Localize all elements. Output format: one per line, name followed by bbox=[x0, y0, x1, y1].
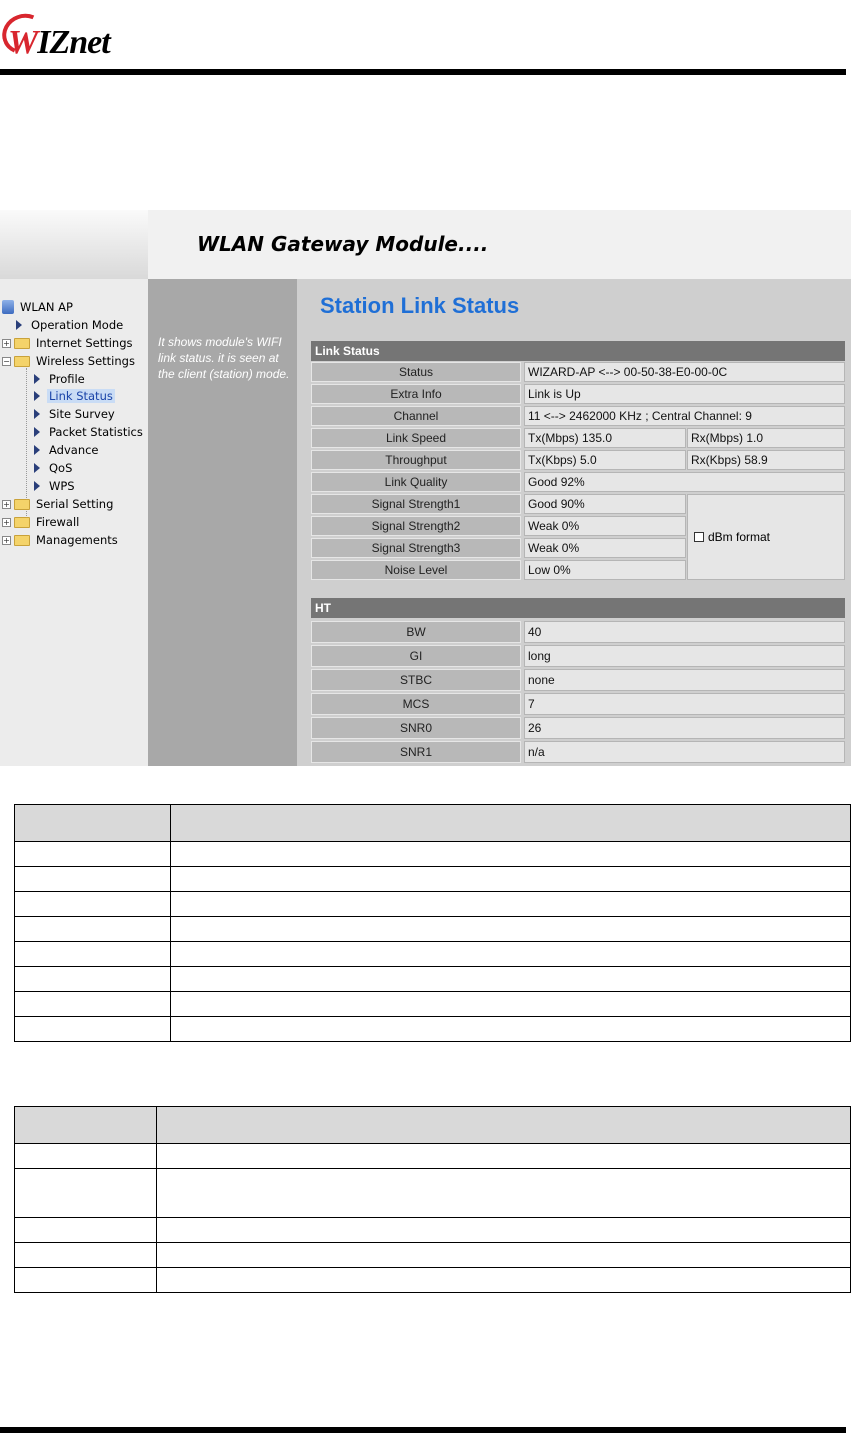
tree-item-serial-setting[interactable] bbox=[2, 495, 115, 513]
row-value-link-quality: Good 92% bbox=[524, 472, 845, 492]
row-label-channel: Channel bbox=[311, 406, 521, 426]
table-row bbox=[15, 867, 851, 892]
tree-item-link-status[interactable] bbox=[34, 387, 115, 405]
row-label-mcs: MCS bbox=[311, 693, 521, 715]
tree-item-label: WPS bbox=[49, 479, 75, 493]
dbm-format-checkbox[interactable] bbox=[694, 532, 704, 542]
tree-item-managements[interactable] bbox=[2, 531, 120, 549]
tree-item-packet-statistics[interactable] bbox=[34, 423, 145, 441]
help-panel bbox=[148, 279, 297, 766]
arrow-right-icon bbox=[34, 427, 40, 437]
expand-plus-icon[interactable]: + bbox=[3, 338, 10, 348]
row-value-signal-strength1: Good 90% bbox=[524, 494, 686, 514]
table-row bbox=[15, 1144, 851, 1169]
row-value-bw: 40 bbox=[524, 621, 845, 643]
table-row bbox=[15, 1218, 851, 1243]
arrow-right-icon bbox=[34, 463, 40, 473]
collapse-minus-icon[interactable]: − bbox=[3, 356, 10, 366]
tree-item-qos[interactable] bbox=[34, 459, 74, 477]
ht-section-header: HT bbox=[311, 598, 845, 618]
link-status-section-header: Link Status bbox=[311, 341, 845, 361]
arrow-right-icon bbox=[34, 409, 40, 419]
row-value-rx-speed: Rx(Mbps) 1.0 bbox=[687, 428, 845, 448]
arrow-right-icon bbox=[34, 481, 40, 491]
row-label-signal-strength1: Signal Strength1 bbox=[311, 494, 521, 514]
row-label-gi: GI bbox=[311, 645, 521, 667]
expand-plus-icon[interactable]: + bbox=[3, 517, 10, 527]
tree-item-label: QoS bbox=[49, 461, 73, 475]
table-row bbox=[15, 992, 851, 1017]
row-label-bw: BW bbox=[311, 621, 521, 643]
footer-rule bbox=[0, 1427, 846, 1433]
expand-plus-icon[interactable]: + bbox=[3, 535, 10, 545]
tree-item-label: Wireless Settings bbox=[36, 354, 135, 368]
row-label-snr0: SNR0 bbox=[311, 717, 521, 739]
table-row bbox=[15, 1169, 851, 1218]
tree-item-label: Profile bbox=[49, 372, 85, 386]
folder-open-icon bbox=[14, 356, 30, 367]
tree-root-wlan-ap[interactable] bbox=[2, 298, 75, 316]
row-label-link-quality: Link Quality bbox=[311, 472, 521, 492]
tree-item-advance[interactable] bbox=[34, 441, 101, 459]
tree-item-firewall[interactable] bbox=[2, 513, 81, 531]
computer-icon bbox=[2, 300, 14, 314]
dbm-format-label: dBm format bbox=[708, 530, 771, 544]
folder-icon bbox=[14, 338, 30, 349]
navigation-tree bbox=[0, 279, 148, 766]
tree-item-label: Internet Settings bbox=[36, 336, 133, 350]
tree-item-label: Serial Setting bbox=[36, 497, 114, 511]
tree-item-label: Link Status bbox=[49, 389, 113, 403]
row-label-link-speed: Link Speed bbox=[311, 428, 521, 448]
row-label-extra-info: Extra Info bbox=[311, 384, 521, 404]
folder-icon bbox=[14, 535, 30, 546]
tree-item-site-survey[interactable] bbox=[34, 405, 117, 423]
expand-plus-icon[interactable]: + bbox=[3, 499, 10, 509]
tree-item-label: Firewall bbox=[36, 515, 80, 529]
row-label-signal-strength3: Signal Strength3 bbox=[311, 538, 521, 558]
tree-item-label: Site Survey bbox=[49, 407, 115, 421]
row-value-signal-strength2: Weak 0% bbox=[524, 516, 686, 536]
header-rule bbox=[0, 69, 846, 75]
page-title: Station Link Status bbox=[320, 293, 520, 318]
table-row bbox=[15, 892, 851, 917]
arrow-right-icon bbox=[34, 445, 40, 455]
wiznet-logo bbox=[2, 14, 162, 60]
tree-root-label: WLAN AP bbox=[20, 300, 73, 314]
tree-item-label: Managements bbox=[36, 533, 118, 547]
tree-item-label: Packet Statistics bbox=[49, 425, 143, 439]
help-text: It shows module's WIFI link status. it is seen at the client (station) mode. bbox=[158, 335, 290, 381]
row-value-signal-strength3: Weak 0% bbox=[524, 538, 686, 558]
table-row bbox=[15, 842, 851, 867]
table-header-row bbox=[15, 805, 851, 842]
status-content bbox=[297, 279, 851, 766]
row-value-snr1: n/a bbox=[524, 741, 845, 763]
table-row bbox=[15, 942, 851, 967]
tree-item-wireless-settings[interactable] bbox=[2, 352, 137, 370]
row-label-noise-level: Noise Level bbox=[311, 560, 521, 580]
link-status-doc-table bbox=[14, 804, 851, 1042]
row-label-throughput: Throughput bbox=[311, 450, 521, 470]
row-value-rx-throughput: Rx(Kbps) 58.9 bbox=[687, 450, 845, 470]
row-value-stbc: none bbox=[524, 669, 845, 691]
row-label-snr1: SNR1 bbox=[311, 741, 521, 763]
ht-doc-table bbox=[14, 1106, 851, 1293]
table-row bbox=[15, 967, 851, 992]
dbm-format-toggle[interactable] bbox=[687, 494, 845, 580]
row-value-extra-info: Link is Up bbox=[524, 384, 845, 404]
row-label-status: Status bbox=[311, 362, 521, 382]
table-header-row bbox=[15, 1107, 851, 1144]
folder-icon bbox=[14, 517, 30, 528]
row-label-signal-strength2: Signal Strength2 bbox=[311, 516, 521, 536]
app-header bbox=[0, 210, 851, 279]
row-value-mcs: 7 bbox=[524, 693, 845, 715]
row-value-gi: long bbox=[524, 645, 845, 667]
tree-item-profile[interactable] bbox=[34, 370, 87, 388]
app-title: WLAN Gateway Module.... bbox=[197, 232, 489, 256]
arrow-right-icon bbox=[16, 320, 22, 330]
logo-text: WIZnet bbox=[8, 24, 110, 61]
row-value-tx-throughput: Tx(Kbps) 5.0 bbox=[524, 450, 686, 470]
table-row bbox=[15, 1017, 851, 1042]
tree-item-label: Advance bbox=[49, 443, 99, 457]
wlan-gateway-screenshot bbox=[0, 210, 851, 766]
row-value-snr0: 26 bbox=[524, 717, 845, 739]
folder-icon bbox=[14, 499, 30, 510]
tree-item-internet-settings[interactable] bbox=[2, 334, 135, 352]
tree-item-label: Operation Mode bbox=[31, 318, 124, 332]
header-corner bbox=[0, 210, 148, 279]
row-value-noise-level: Low 0% bbox=[524, 560, 686, 580]
arrow-right-icon bbox=[34, 374, 40, 384]
tree-item-operation-mode[interactable] bbox=[16, 316, 125, 334]
row-value-channel: 11 <--> 2462000 KHz ; Central Channel: 9 bbox=[524, 406, 845, 426]
tree-item-wps[interactable] bbox=[34, 477, 77, 495]
table-row bbox=[15, 1268, 851, 1293]
arrow-right-icon bbox=[34, 391, 40, 401]
row-value-tx-speed: Tx(Mbps) 135.0 bbox=[524, 428, 686, 448]
row-value-status: WIZARD-AP <--> 00-50-38-E0-00-0C bbox=[524, 362, 845, 382]
table-row bbox=[15, 1243, 851, 1268]
row-label-stbc: STBC bbox=[311, 669, 521, 691]
table-row bbox=[15, 917, 851, 942]
